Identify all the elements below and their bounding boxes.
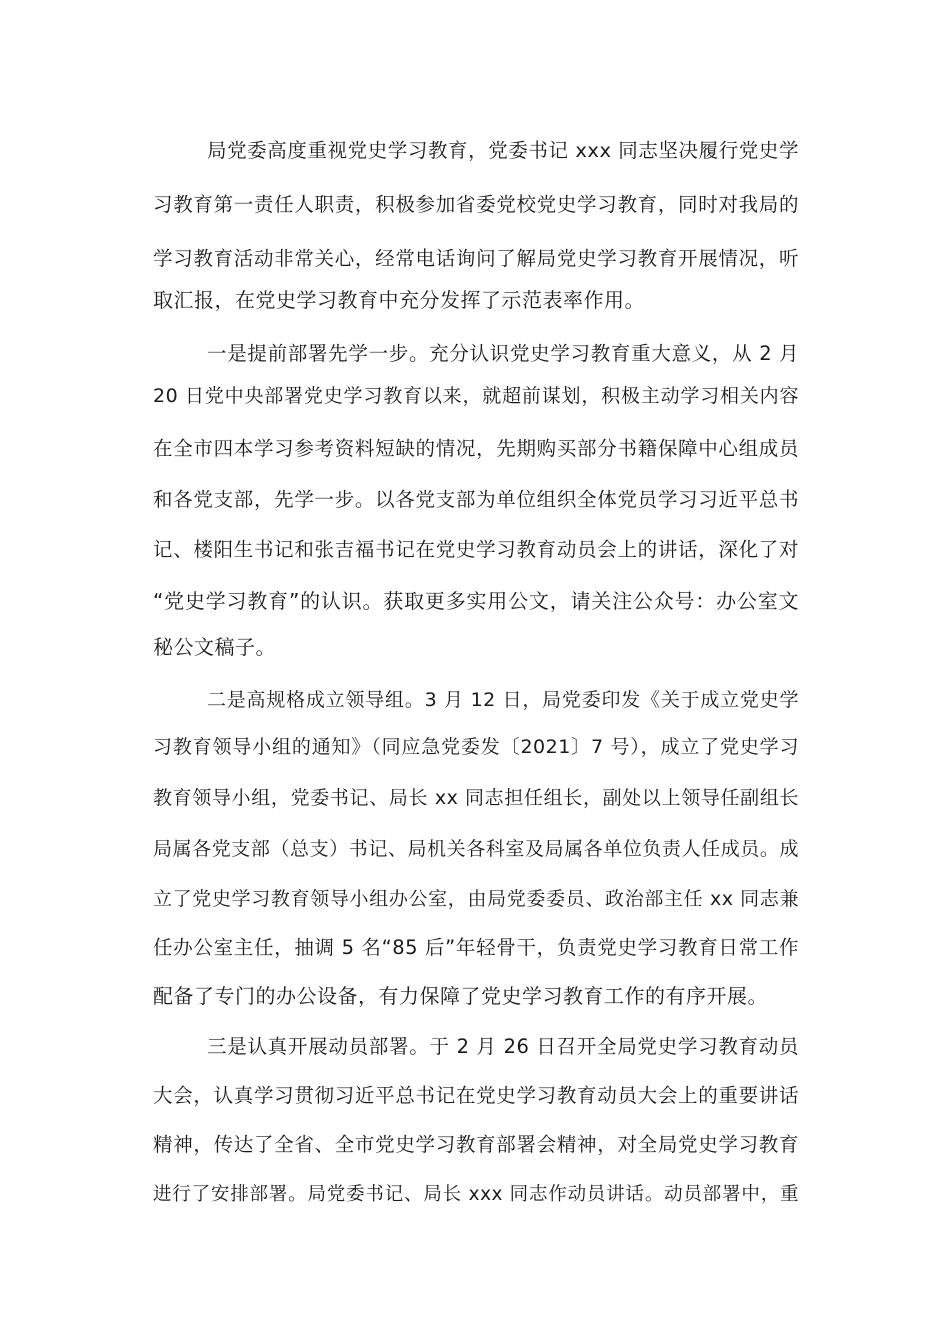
paragraph-3-line-6: 任办公室主任，抽调 5 名“85 后”年轻骨干，负责党史学习教育日常工作 bbox=[153, 936, 799, 959]
paragraph-4-line-4: 进行了安排部署。局党委书记、局长 xxx 同志作动员讲话。动员部署中，重 bbox=[153, 1184, 799, 1205]
paragraph-4-line-3: 精神，传达了全省、全市党史学习教育部署会精神，对全局党史学习教育 bbox=[153, 1133, 799, 1156]
paragraph-3-line-4: 局属各党支部（总支）书记、局机关各科室及局属各单位负责人任成员。成 bbox=[153, 838, 799, 860]
paragraph-2-line-6: “党史学习教育”的认识。获取更多实用公文，请关注公众号：办公室文 bbox=[153, 589, 799, 613]
paragraph-3-line-3: 教育领导小组，党委书记、局长 xx 同志担任组长，副处以上领导任副组长 bbox=[153, 787, 799, 809]
paragraph-3-line-1: 二是高规格成立领导组。3 月 12 日，局党委印发《关于成立党史学 bbox=[207, 689, 799, 711]
paragraph-1-line-3: 学习教育活动非常关心，经常电话询问了解局党史学习教育开展情况，听 bbox=[153, 247, 799, 270]
paragraph-4-line-2: 大会，认真学习贯彻习近平总书记在党史学习教育动员大会上的重要讲话 bbox=[153, 1084, 799, 1107]
paragraph-2-line-4: 和各党支部，先学一步。以各党支部为单位组织全体党员学习习近平总书 bbox=[153, 488, 799, 511]
paragraph-3-line-2: 习教育领导小组的通知》（同应急党委发〔2021〕7 号），成立了党史学习 bbox=[153, 736, 799, 758]
paragraph-2-line-2: 20 日党中央部署党史学习教育以来，就超前谋划，积极主动学习相关内容 bbox=[153, 385, 799, 407]
paragraph-1-line-4: 取汇报，在党史学习教育中充分发挥了示范表率作用。 bbox=[153, 288, 645, 312]
paragraph-2-line-5: 记、楼阳生书记和张吉福书记在党史学习教育动员会上的讲话，深化了对 bbox=[153, 538, 799, 561]
paragraph-4-line-1: 三是认真开展动员部署。于 2 月 26 日召开全局党史学习教育动员 bbox=[207, 1035, 799, 1058]
paragraph-3-line-5: 立了党史学习教育领导小组办公室，由局党委委员、政治部主任 xx 同志兼 bbox=[153, 888, 799, 910]
paragraph-2-line-1: 一是提前部署先学一步。充分认识党史学习教育重大意义，从 2 月 bbox=[207, 342, 799, 365]
paragraph-2-line-3: 在全市四本学习参考资料短缺的情况，先期购买部分书籍保障中心组成员 bbox=[153, 437, 799, 460]
paragraph-3-line-7: 配备了专门的办公设备，有力保障了党史学习教育工作的有序开展。 bbox=[153, 984, 768, 1008]
paragraph-1-line-1: 局党委高度重视党史学习教育，党委书记 xxx 同志坚决履行党史学 bbox=[207, 139, 799, 162]
paragraph-2-line-7: 秘公文稿子。 bbox=[153, 635, 276, 659]
paragraph-1-line-2: 习教育第一责任人职责，积极参加省委党校党史学习教育，同时对我局的 bbox=[153, 193, 799, 216]
